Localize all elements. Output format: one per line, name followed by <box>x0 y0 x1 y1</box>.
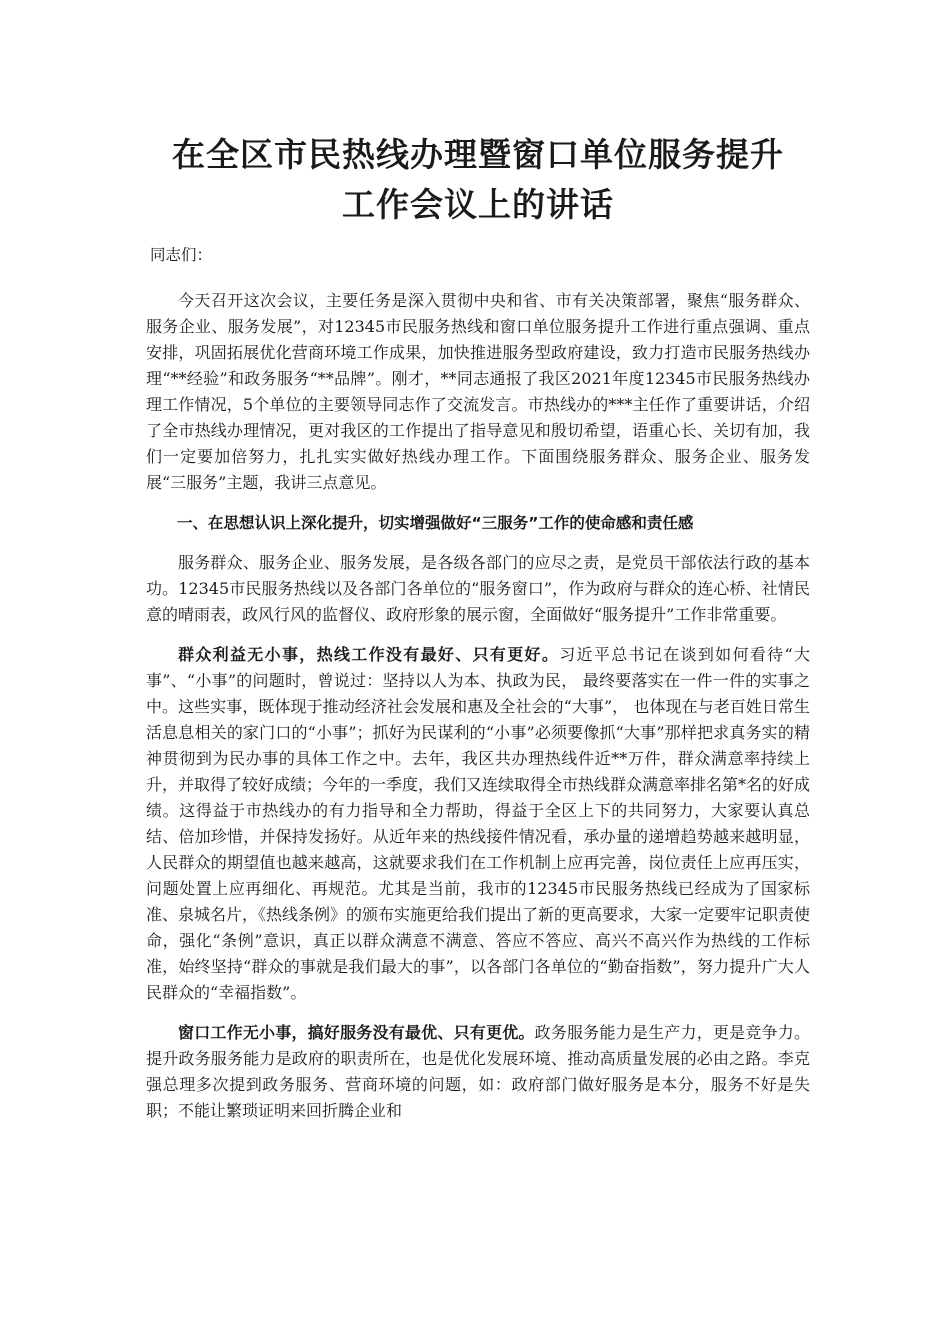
paragraph-window-body: 政务服务能力是生产力，更是竞争力。提升政务服务能力是政府的职责所在，也是优化发展环境、推动高质量发展的必由之路。李克强总理多次提到政务服务、营商环境的问题，如：政府部门做好服务是本分，服务不好是失职；不能让繁琐证明来回折腾企业和 <box>146 1023 810 1120</box>
paragraph-duty: 服务群众、服务企业、服务发展，是各级各部门的应尽之责，是党员干部依法行政的基本功。12345市民服务热线以及各部门各单位的“服务窗口”，作为政府与群众的连心桥、社情民意的晴雨表，政风行风的监督仪、政府形象的展示窗，全面做好“服务提升”工作非常重要。 <box>146 553 810 624</box>
paragraph-hotline-lead: 群众利益无小事，热线工作没有最好、只有更好。 <box>178 645 560 664</box>
salutation: 同志们： <box>150 246 213 264</box>
paragraph-intro: 今天召开这次会议，主要任务是深入贯彻中央和省、市有关决策部署，聚焦“服务群众、服务企业、服务发展”，对12345市民服务热线和窗口单位服务提升工作进行重点强调、重点安排，巩固拓展优化营商环境工作成果，加快推进服务型政府建设，致力打造市民服务热线办理“**经验”和政务服务“**品牌”。刚才，**同志通报了我区2021年度12345市民服务热线办理工作情况，5个单位的主要领导同志作了交流发言。市热线办的***主任作了重要讲话，介绍了全市热线办理情况，更对我区的工作提出了指导意见和殷切希望，语重心长、关切有加，我们一定要加倍努力，扎扎实实做好热线办理工作。下面围绕服务群众、服务企业、服务发展“三服务”主题，我讲三点意见。 <box>146 291 810 492</box>
section-heading-1: 一、在思想认识上深化提升，切实增强做好“三服务”工作的使命感和责任感 <box>177 514 694 532</box>
paragraph-window <box>146 1020 810 1124</box>
document-page <box>146 130 810 1138</box>
title-line-1: 在全区市民热线办理暨窗口单位服务提升 <box>172 135 784 174</box>
paragraph-hotline <box>146 642 810 1006</box>
paragraph-window-lead: 窗口工作无小事，搞好服务没有最优、只有更优。 <box>178 1023 535 1042</box>
title-line-2: 工作会议上的讲话 <box>342 185 614 224</box>
paragraph-hotline-body: 习近平总书记在谈到如何看待“大事”、“小事”的问题时，曾说过：坚持以人为本、执政为民， 最终要落实在一件一件的实事之中。这些实事，既体现于推动经济社会发展和惠及全社会的“大事”， 也体现在与老百姓日常生活息息相关的家门口的“小事”；抓好为民谋利的“小事”必须要像抓“大事”那样把求真务实的精神贯彻到为民办事的具体工作之中。去年，我区共办理热线件近**万件，群众满意率持续上升，并取得了较好成绩；今年的一季度，我们又连续取得全市热线群众满意率排名第*名的好成绩。这得益于市热线办的有力指导和全力帮助，得益于全区上下的共同努力，大家要认真总结、倍加珍惜，并保持发扬好。从近年来的热线接件情况看，承办量的递增趋势越来越明显，人民群众的期望值也越来越高，这就要求我们在工作机制上应再完善，岗位责任上应再压实，问题处置上应再细化、再规范。尤其是当前，我市的12345市民服务热线已经成为了国家标准、泉城名片，《热线条例》的颁布实施更给我们提出了新的更高要求，大家一定要牢记职责使命，强化“条例”意识，真正以群众满意不满意、答应不答应、高兴不高兴作为热线的工作标准，始终坚持“群众的事就是我们最大的事”，以各部门各单位的“勤奋指数”，努力提升广大人民群众的“幸福指数”。 <box>146 645 811 1002</box>
document-title <box>146 130 810 230</box>
